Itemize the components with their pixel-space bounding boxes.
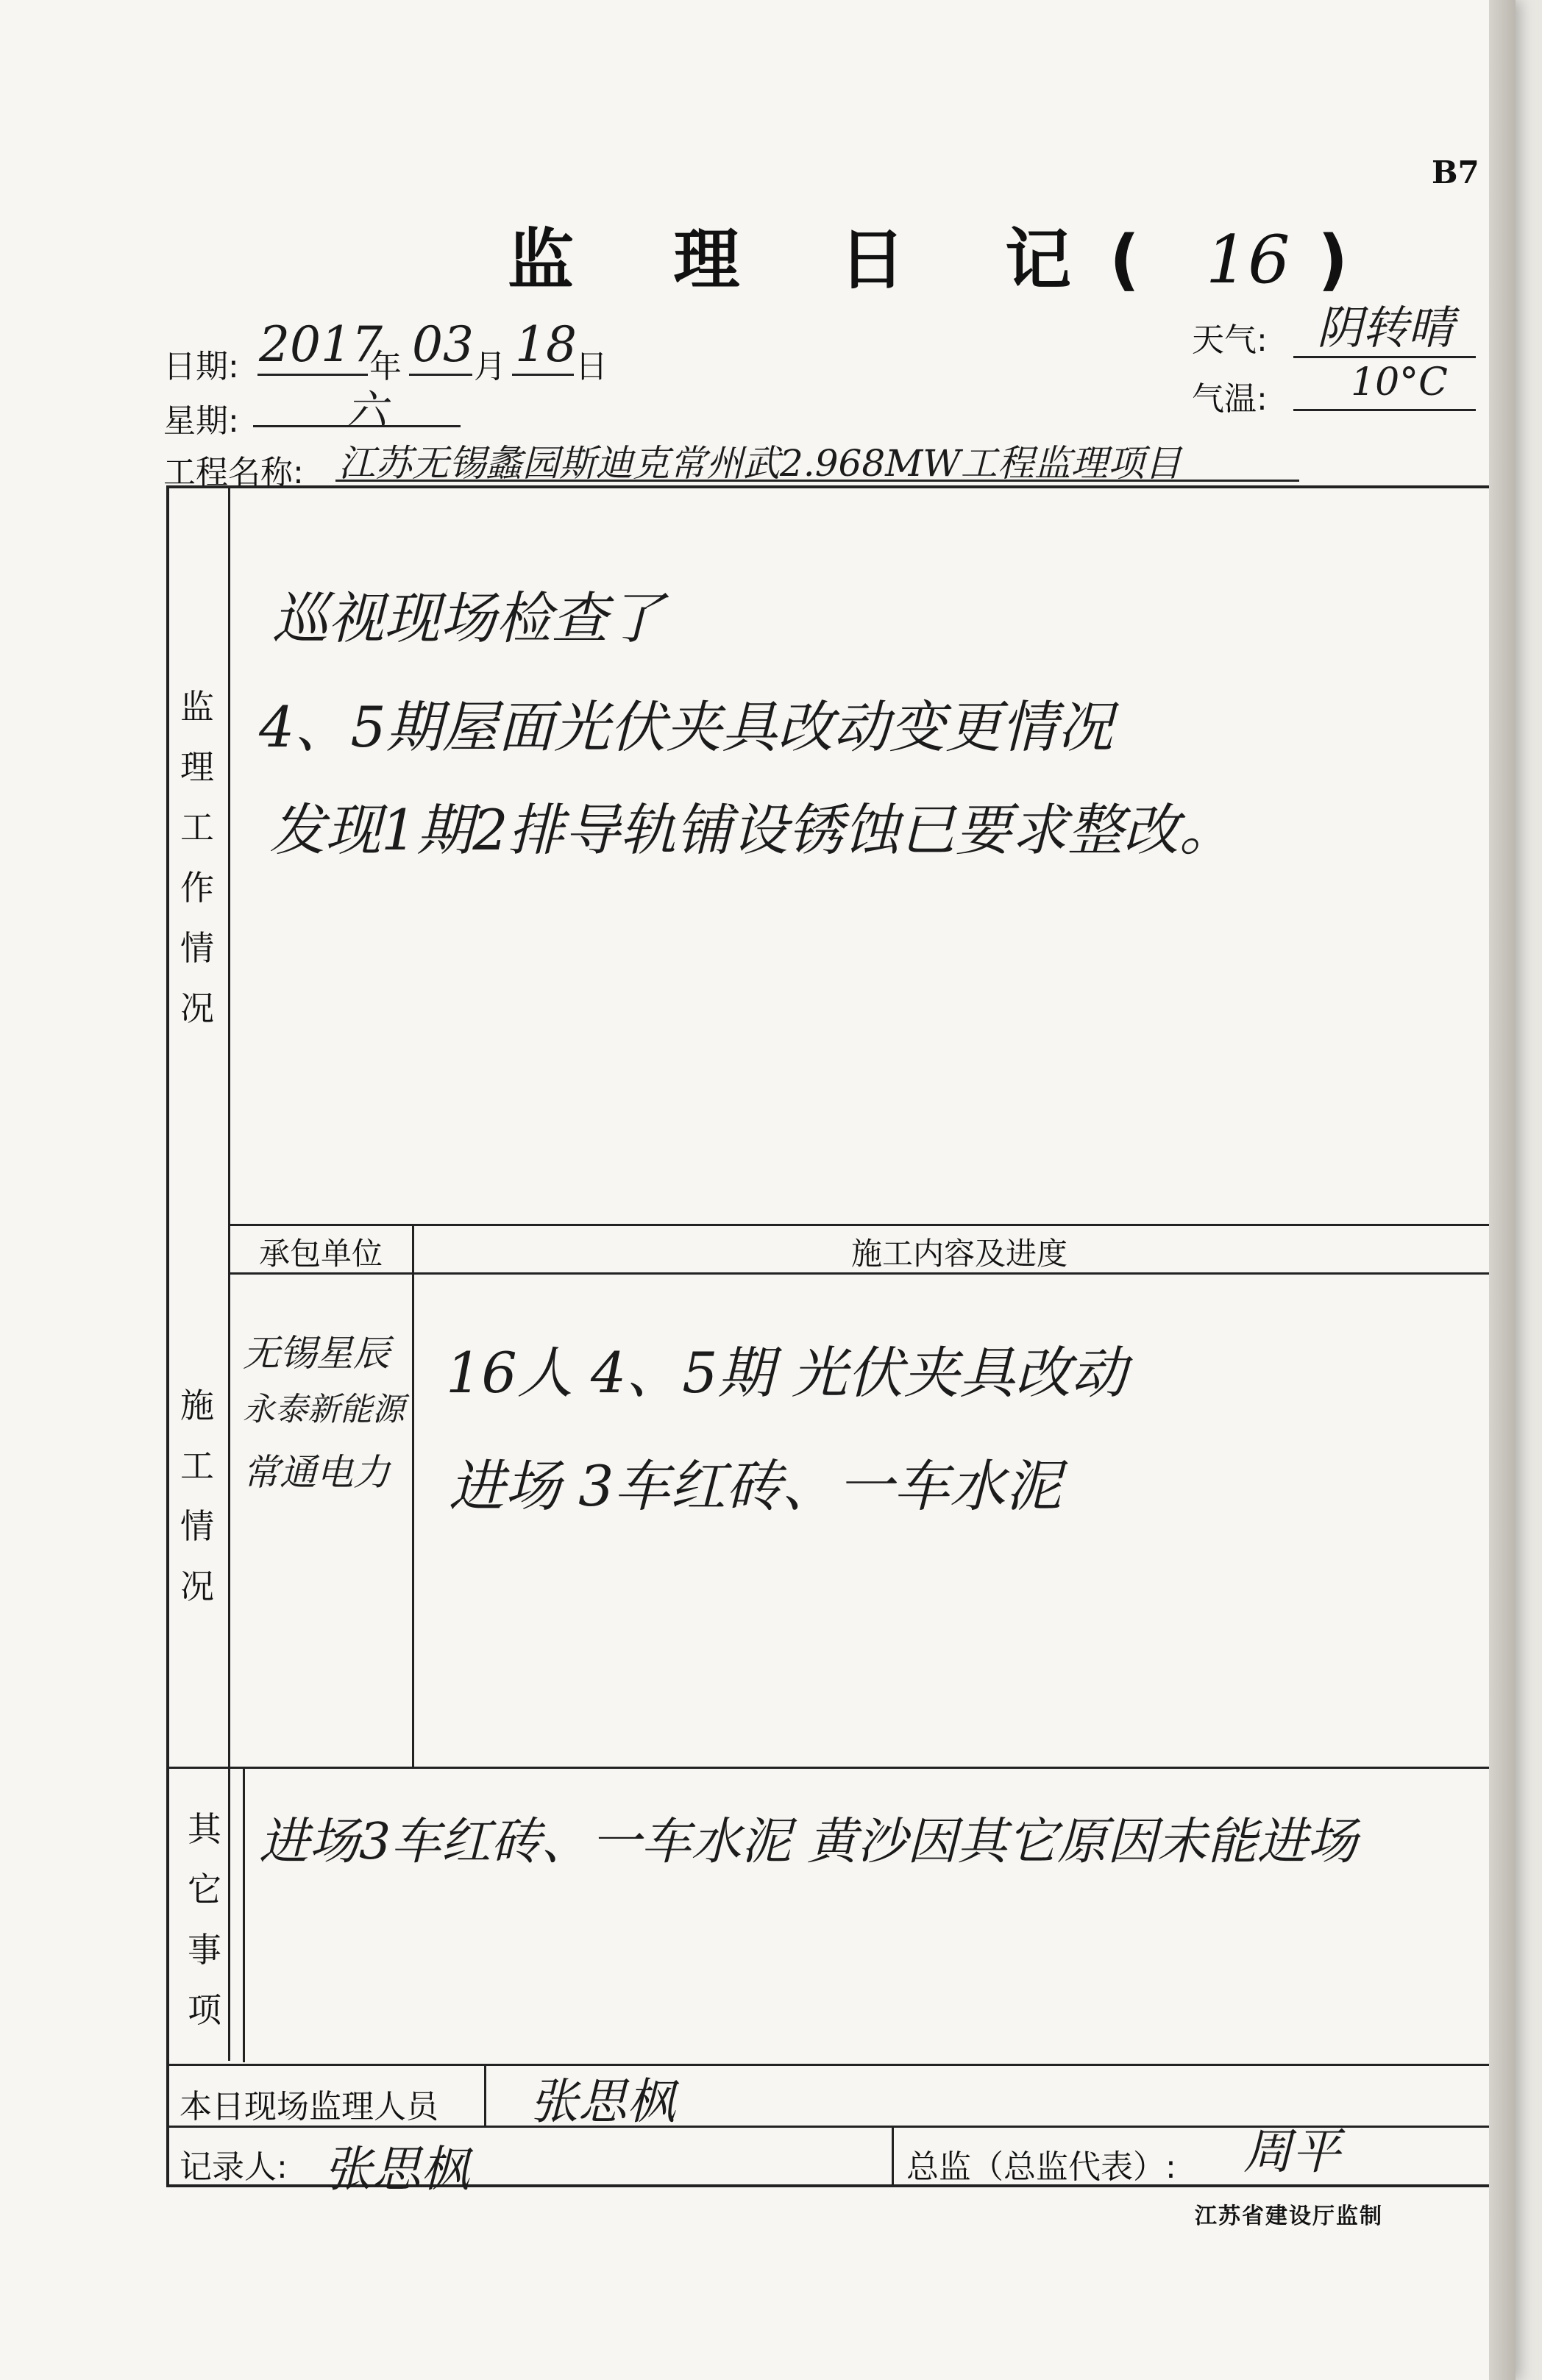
contractor-column-header: 承包单位 <box>258 1236 383 1272</box>
project-name: 江苏无锡蠡园斯迪克常州武2.968MW工程监理项目 <box>338 442 1182 485</box>
weekday-value: 六 <box>346 387 387 435</box>
contractor-line: 常通电力 <box>243 1451 390 1494</box>
page-title: 监 理 日 记( 16 ) <box>508 221 1387 299</box>
date-month: 03 <box>412 316 474 373</box>
project-label: 工程名称: <box>163 454 304 491</box>
recorder-label: 记录人: <box>180 2148 288 2186</box>
form-code: B7 <box>1432 154 1479 190</box>
weekday-label: 星期: <box>163 402 239 440</box>
issuer-stamp: 江苏省建设厅监制 <box>1195 2203 1383 2229</box>
chief-label: 总监（总监代表）: <box>906 2148 1176 2186</box>
date-label: 日期: <box>163 348 239 385</box>
contractor-line: 永泰新能源 <box>243 1391 405 1428</box>
other-text: 进场3车红砖、一车水泥 黄沙因其它原因未能进场 <box>259 1813 1357 1871</box>
recorder-signature: 张思枫 <box>324 2141 469 2198</box>
temp-label: 气温: <box>1192 380 1268 418</box>
contractor-line: 无锡星辰 <box>243 1332 390 1375</box>
year-label: 年 <box>369 348 402 385</box>
date-year: 2017 <box>259 316 383 373</box>
staff-signature: 张思枫 <box>530 2073 675 2130</box>
progress-line: 16人 4、5期 光伏夹具改动 <box>446 1340 1127 1405</box>
date-day: 18 <box>515 316 577 373</box>
progress-line: 进场 3车红砖、一车水泥 <box>449 1453 1062 1519</box>
staff-label: 本日现场监理人员 <box>180 2088 438 2126</box>
other-section-label: 其 它 事 项 <box>188 1809 221 2030</box>
supervision-line: 巡视现场检查了 <box>272 585 664 651</box>
day-label: 日 <box>575 348 608 385</box>
temp-value: 10°C <box>1351 360 1448 405</box>
construction-section-label: 施 工 情 况 <box>180 1386 214 1606</box>
supervision-section-label: 监 理 工 作 情 况 <box>180 687 214 1028</box>
chief-signature: 周平 <box>1243 2123 1340 2180</box>
page-edge <box>1489 0 1516 2380</box>
supervision-line: 发现1期2排导轨铺设锈蚀已要求整改。 <box>269 797 1235 863</box>
progress-column-header: 施工内容及进度 <box>850 1236 1067 1272</box>
diary-number: 16 <box>1205 221 1290 299</box>
supervision-line: 4、5期屋面光伏夹具改动变更情况 <box>259 694 1113 760</box>
month-label: 月 <box>474 348 506 385</box>
weather-value: 阴转晴 <box>1317 301 1454 354</box>
weather-label: 天气: <box>1192 321 1268 359</box>
